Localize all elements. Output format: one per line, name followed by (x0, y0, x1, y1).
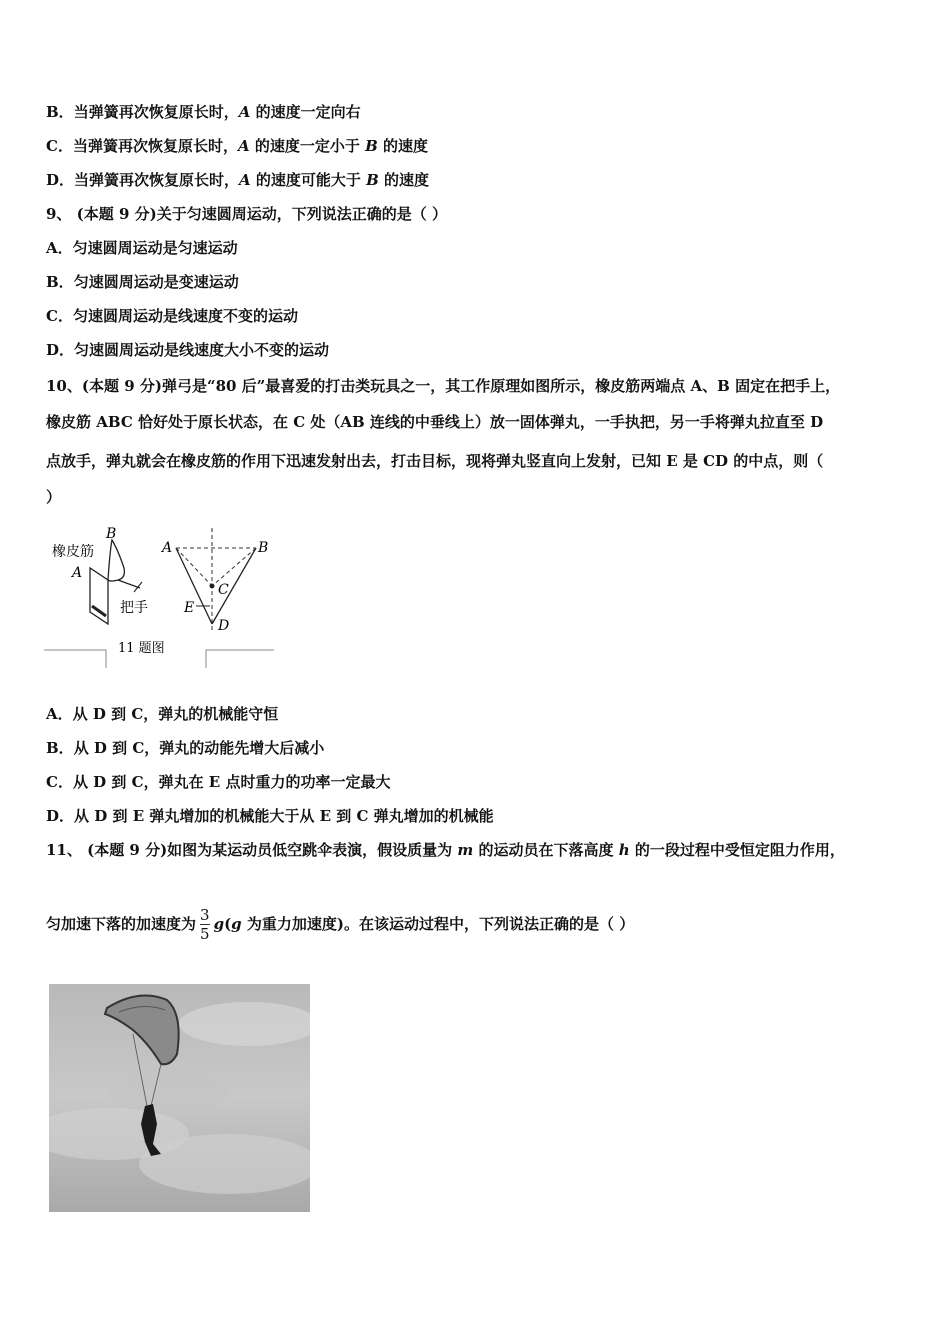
q8-option-d: D．当弹簧再次恢复原长时，A 的速度可能大于 B 的速度 (46, 171, 430, 189)
q9-option-d: D．匀速圆周运动是线速度大小不变的运动 (46, 341, 330, 359)
q10-option-c: C．从 D 到 C，弹丸在 E 点时重力的功率一定最大 (46, 773, 391, 791)
q8-option-c: C．当弹簧再次恢复原长时，A 的速度一定小于 B 的速度 (46, 137, 428, 155)
q8-option-b: B．当弹簧再次恢复原长时，A 的速度一定向右 (46, 103, 361, 121)
q10-stem-line-2: 橡皮筋 ABC 恰好处于原长状态，在 C 处（AB 连线的中垂线上）放一固体弹丸，一手执把，另一手将弹丸拉直至 D (46, 413, 824, 431)
label-a: A (162, 540, 173, 556)
label-d: D (218, 618, 230, 634)
label-b-sketch: B (106, 526, 117, 542)
q10-stem-line-4: ） (46, 488, 62, 506)
q9-stem: 9、 (本题 9 分)关于匀速圆周运动，下列说法正确的是（ ） (46, 205, 447, 223)
figure-caption: 11 题图 (118, 641, 165, 656)
q10-option-b: B．从 D 到 C，弹丸的动能先增大后减小 (46, 739, 325, 757)
label-b: B (258, 540, 269, 556)
q9-option-a: A．匀速圆周运动是匀速运动 (46, 239, 238, 257)
rubber-band-sketch (108, 540, 124, 581)
q11-stem-line-1: 11、 (本题 9 分)如图为某运动员低空跳伞表演，假设质量为 m 的运动员在下落高度 h 的一段过程中受恒定阻力作用， (46, 841, 845, 859)
q10-option-d: D．从 D 到 E 弹丸增加的机械能大于从 E 到 C 弹丸增加的机械能 (46, 807, 494, 825)
fraction-three-fifths: $\frac{3}{5}$ (200, 906, 210, 943)
label-c: C (218, 582, 229, 598)
label-rubber-band: 橡皮筋 (52, 544, 94, 560)
label-a-sketch: A (72, 565, 83, 581)
q10-option-a: A．从 D 到 C，弹丸的机械能守恒 (46, 705, 279, 723)
q10-stem-line-1: 10、(本题 9 分)弹弓是“80 后”最喜爱的打击类玩具之一，其工作原理如图所示，橡皮筋两端点 A、B 固定在把手上， (46, 377, 841, 395)
point-c (210, 584, 215, 589)
q9-option-c: C．匀速圆周运动是线速度不变的运动 (46, 307, 298, 325)
band-ac (176, 548, 212, 586)
q10-stem-line-3: 点放手，弹丸就会在橡皮筋的作用下迅速发射出去，打击目标，现将弹丸竖直向上发射，已知 E 是 CD 的中点，则（ (46, 452, 824, 470)
label-e: E (184, 600, 195, 616)
band-bc (212, 548, 256, 586)
skydiver-photo (49, 984, 310, 1212)
q11-stem-line-2: 匀加速下落的加速度为 $\frac{3}{5}$ g(g 为重力加速度)。在该运动过程中，下列说法正确的是（ ） (46, 906, 635, 943)
label-handle: 把手 (120, 600, 148, 616)
q9-option-b: B．匀速圆周运动是变速运动 (46, 273, 239, 291)
slingshot-diagram (44, 520, 276, 668)
